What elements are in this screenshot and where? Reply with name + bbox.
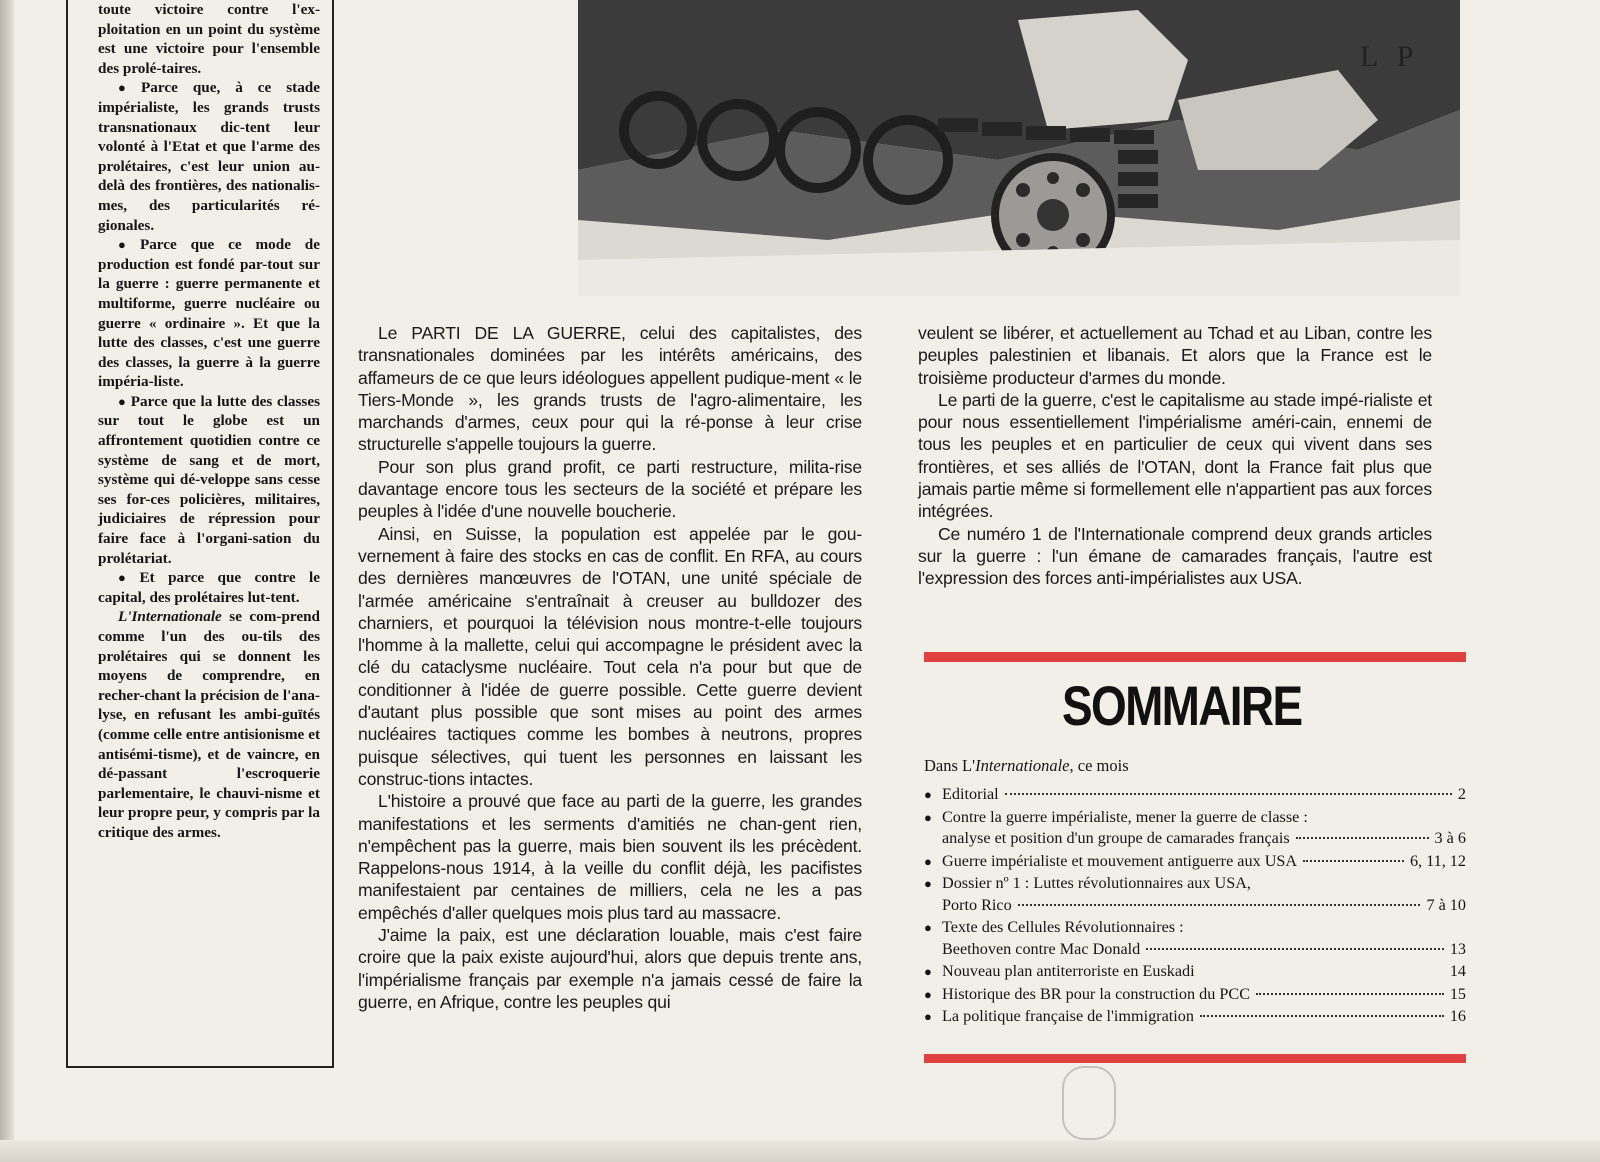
bullet-dot-icon: ● <box>924 809 932 825</box>
bullet-dot-icon: ● <box>118 570 136 586</box>
article-paragraph: Pour son plus grand profit, ce parti restructure, milita-rise davantage encore tous les secteurs de la société et prépare les peuples à l'idée d'une nouvelle boucherie. <box>358 456 862 522</box>
bullet-dot-icon: ● <box>924 964 932 979</box>
toc-leader-dots <box>1296 837 1429 839</box>
toc-entry-title: Texte des Cellules Révolutionnaires : <box>942 918 1184 936</box>
toc-page-number: 2 <box>1457 785 1466 803</box>
toc-page-number: 16 <box>1449 1007 1466 1025</box>
sidebar-paragraph: ● Parce que ce mode de production est fondé par-tout sur la guerre : guerre permanente et multiforme, guerre nucléaire ou guerre « ordinaire ». Et que la lutte des classes, c'est une guerre des classes, la guerre à la guerre impéria-liste. <box>98 236 320 391</box>
toc-entry <box>924 873 1466 916</box>
article-paragraph: Ce numéro 1 de l'Internationale comprend deux grands articles sur la guerre : l'un émane de camarades français, l'autre est l'expression des forces anti-impérialistes aux USA. <box>918 523 1432 589</box>
toc-leader-dots <box>1303 860 1404 862</box>
sidebar-paragraph: ● Et parce que contre le capital, des prolétaires lut-tent. <box>98 569 320 606</box>
toc-entry <box>924 851 1466 873</box>
table-of-contents <box>924 784 1466 1029</box>
toc-entry-title: Guerre impérialiste et mouvement antiguerre aux USA <box>942 851 1298 870</box>
toc-entry <box>924 961 1466 983</box>
sidebar-paragraph: ● Parce que la lutte des classes sur tout le globe est un affrontement quotidien contre ce système de sang et de mort, système qui dé-veloppe sans cesse ses for-ces policières, militaires, judiciaires de répression pour faire face à l'organi-sation du prolétariat. <box>98 392 320 567</box>
sidebar-paragraph: L'Internationale se com-prend comme l'un des ou-tils des prolétaires qui se donnent les moyens de comprendre, en recher-chant la précision de l'ana-lyse, en refusant les ambi-guïtés (comme celle entre antisionisme et antisémi-tisme), et de vaincre, en dé-passant l'escroquerie parlementaire, le chauvi-nisme et leur propre peur, y compris par la critique des armes. <box>98 608 320 841</box>
bullet-dot-icon: ● <box>118 237 136 253</box>
toc-entry-title: Porto Rico <box>942 895 1012 914</box>
page-bottom-edge <box>0 1140 1600 1162</box>
bullet-dot-icon: ● <box>924 787 932 802</box>
toc-entry <box>924 784 1466 806</box>
toc-entry-title: analyse et position d'un groupe de camarades français <box>942 829 1290 847</box>
toc-page-number: 13 <box>1449 939 1466 958</box>
toc-leader-dots <box>1256 993 1444 995</box>
toc-page-number: 6, 11, 12 <box>1409 851 1466 870</box>
toc-entry-title: Contre la guerre impérialiste, mener la guerre de classe : <box>942 807 1308 826</box>
toc-leader-dots <box>1146 948 1444 950</box>
article-column-1 <box>358 322 862 1013</box>
tank-marking: L P <box>1360 40 1420 73</box>
toc-leader-dots <box>1005 793 1452 795</box>
article-paragraph: Le PARTI DE LA GUERRE, celui des capitalistes, des transnationales dominées par les intérêts américains, des affameurs de ce que leurs idéologues appellent pudique-ment « le Tiers-Monde », les grands trusts de l'agro-alimentaire, les marchands d'armes, ceux pour qui la ré-ponse à leur crise structurelle s'appelle toujours la guerre. <box>358 323 862 455</box>
toc-page-number: 14 <box>1449 962 1466 980</box>
sommaire-intro: Dans L'Internationale, ce mois <box>924 756 1129 775</box>
publication-title: L'Internationale <box>118 608 222 626</box>
toc-entry-title: Historique des BR pour la construction du PCC <box>942 984 1250 1003</box>
sidebar-paragraph: ● Parce que, à ce stade impérialiste, les grands trusts transnationaux dic-tent leur volonté à l'Etat et que l'arme des prolétaires, c'est leur union au-delà des frontières, des nationalis-mes, des particularités ré-gionales. <box>98 79 320 234</box>
faded-stamp-mark <box>1062 1066 1116 1140</box>
sidebar-paragraph: toute victoire contre l'ex-ploitation en un point du système est une victoire pour l'ensemble des prolé-taires. <box>98 1 320 77</box>
bullet-dot-icon: ● <box>924 853 932 869</box>
toc-entry <box>924 917 1466 960</box>
toc-page-number: 7 à 10 <box>1426 895 1466 914</box>
bullet-dot-icon: ● <box>924 876 932 891</box>
toc-entry <box>924 807 1466 850</box>
toc-page-number: 3 à 6 <box>1434 829 1466 847</box>
toc-entry <box>924 984 1466 1006</box>
sommaire-top-rule <box>924 652 1466 662</box>
sommaire-title: SOMMAIRE <box>1062 674 1302 737</box>
article-paragraph: Ainsi, en Suisse, la population est appelée par le gou-vernement à faire des stocks en cas de conflit. En RFA, au cours des dernières manœuvres de l'OTAN, une unité spéciale de l'armée américaine s'entraînait à creuser au bulldozer des charniers, et pourquoi la télévision nous montre-t-elle toujours l'homme à la mallette, celui qui accompagne le président avec la clé du cataclysme nucléaire. Tout cela n'a pour but que de conditionner à l'idée de guerre possible. Cette guerre devient d'autant plus possible que sont mises au point des armes nucléaires tactiques comme les bombes à neutrons, propres puisque sélectives, qui tuent les personnes en laissant les construc-tions intactes. <box>358 523 862 789</box>
bullet-dot-icon: ● <box>924 1009 932 1024</box>
toc-leader-dots <box>1018 904 1421 906</box>
toc-entry <box>924 1006 1466 1028</box>
toc-entry-title: La politique française de l'immigration <box>942 1007 1194 1025</box>
bullet-dot-icon: ● <box>118 80 138 96</box>
sommaire-bottom-rule <box>924 1054 1466 1063</box>
bullet-dot-icon: ● <box>924 986 932 1002</box>
toc-entry-title: Beethoven contre Mac Donald <box>942 939 1141 958</box>
article-paragraph: L'histoire a prouvé que face au parti de la guerre, les grandes manifestations et les serments d'amitiés ne chan-gent rien, n'empêchent pas la guerre, mais bien souvent ils les précèdent. Rappelons-nous 1914, à la veille du conflit déjà, les pacifistes manifestaient par centaines de milliers, cela ne les a pas empêchés d'aller quelques mois plus tard au massacre. <box>358 791 862 923</box>
toc-entry-title: Dossier nº 1 : Luttes révolutionnaires aux USA, <box>942 874 1251 892</box>
bullet-dot-icon: ● <box>924 920 932 935</box>
article-column-2 <box>918 322 1432 590</box>
article-paragraph: Le parti de la guerre, c'est le capitalisme au stade impé-rialiste et pour nous essentiellement l'impérialisme améri-cain, ennemi de tous les peuples et en particulier de ceux qui vivent dans ses frontières, et ses alliés de l'OTAN, dont la France fait plus que jamais partie même si formellement elle n'appartient pas aux forces intégrées. <box>918 389 1432 522</box>
toc-page-number: 15 <box>1449 984 1466 1003</box>
bullet-dot-icon: ● <box>118 393 127 409</box>
manifesto-sidebar <box>66 0 334 1068</box>
toc-leader-dots <box>1200 1015 1444 1017</box>
page-binding-edge <box>0 0 14 1162</box>
article-paragraph: J'aime la paix, est une déclaration louable, mais c'est faire croire que la paix existe aujourd'hui, alors que depuis trente ans, l'impérialisme français par exemple n'a jamais cessé de faire la guerre, en Afrique, contre les peuples qui <box>358 925 862 1012</box>
article-paragraph: veulent se libérer, et actuellement au Tchad et au Liban, contre les peuples palestinien et libanais. Et alors que la France est le troisième producteur d'armes du monde. <box>918 323 1432 388</box>
tank-photo <box>578 0 1460 296</box>
toc-entry-title: Nouveau plan antiterroriste en Euskadi <box>942 962 1195 980</box>
toc-entry-title: Editorial <box>942 785 999 803</box>
tank-photo-icon <box>578 0 1460 296</box>
